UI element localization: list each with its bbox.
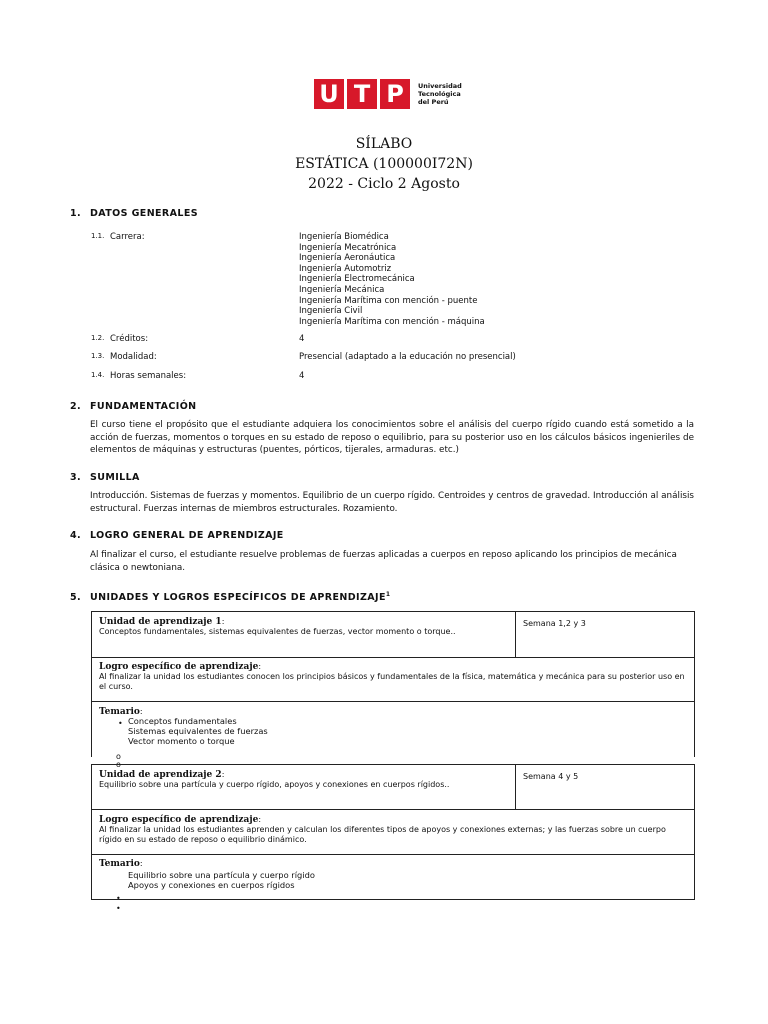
syllabus-page: U T P Universidad Tecnológica del Perú SÍLABO ESTÁTICA (100000I72N) 2022 - Ciclo 2 Agosto 1. DATOS GENERALES 1.1. Carrera: Ingeniería Biomédica Ingeniería Mecatrónica Ingeniería Aeronáutica Ingeniería Automotriz Ingeniería Electromecánica Ingeniería Mecánica Ingeniería Marítima con mención - puente Ingeniería Civil Ingeniería Marítima con mención - máquina 1.2. Créditos: 4 1.3. Modalidad: Presencial (adaptado a la educación no presencial) 1.4. Horas semanales: 4 2. FUNDAMENTACIÓN El curso tiene el propósito que el estudiante adquiera los conocimientos sobre el análisis del cuerpo rígido cuando está sometido a la acción de fuerzas, momentos o torques en su estado de reposo o equilibrio, para su posterior uso en los cálculos básicos ingenieriles de elementos de máquinas y estructuras (puentes, pórticos, tijerales, armaduras. etc.) 3. SUMILLA Introducción. Sistemas de fuerzas y momentos. Equilibrio de un cuerpo rígido. Centroides y centros de gravedad. Introducción al análisis estructural. Fuerzas internas de miembros estructurales. Rozamiento. 4. LOGRO GENERAL DE APRENDIZAJE Al finalizar el curso, el estudiante resuelve problemas de fuerzas aplicadas a cuerpos en reposo aplicando los principios de mecánica clásica o newtoniana. 5. UNIDADES Y LOGROS ESPECÍFICOS DE APRENDIZAJE$^1$ Unidad de aprendizaje 1: Conceptos fundamentales, sistemas equivalentes de fuerzas, vector momento o torque.. Semana 1,2 y 3 Logro específico de aprendizaje: Al finalizar la unidad los estudiantes conocen los principios básicos y fundamentales de la física, matemática y mecánica para su posterior uso en el curso. Temario: • Conceptos fundamentales Sistemas equivalentes de fuerzas Vector momento o torque o o Unidad de aprendizaje 2: Equilibrio sobre una partícula y cuerpo rígido, apoyos y conexiones en cuerpos rígidos.. Semana 4 y 5 Logro específico de aprendizaje: Al finalizar la unidad los estudiantes aprenden y calculan los diferentes tipos de apoyos y conexiones externas; y las fuerzas sobre un cuerpo rígido en su estado de reposo o equilibrio dinámico. Temario: Equilibrio sobre una partícula y cuerpo rígido Apoyos y conexiones en cuerpos rígidos • • <box>0 0 768 1024</box>
logo-letter-u: U <box>314 79 344 109</box>
section-heading-datos: 1. DATOS GENERALES <box>70 208 198 219</box>
modalidad-value: Presencial (adaptado a la educación no presencial) <box>299 352 516 362</box>
utp-logo <box>314 79 462 109</box>
creditos-value: 4 <box>299 334 305 344</box>
logo-letter-t: T <box>347 79 377 109</box>
temario-item: Conceptos fundamentales <box>128 716 237 726</box>
unidad-1-semana: Semana 1,2 y 3 <box>523 619 586 628</box>
unidad-1-title: Unidad de aprendizaje 1 <box>99 617 222 627</box>
unidad-2-semana: Semana 4 y 5 <box>523 772 579 781</box>
unidad-1-logro-text: Al finalizar la unidad los estudiantes conocen los principios básicos y fundamentales de la física, matemática y mecánica para su posterior uso en el curso. <box>99 672 685 691</box>
unidad-2-temario-title: Temario <box>99 859 140 869</box>
bullet-circle: o <box>116 760 121 769</box>
unidad-1-temario: Temario: <box>99 707 143 717</box>
carrera-item: Ingeniería Biomédica <box>299 232 389 242</box>
logro-general-text: Al finalizar el curso, el estudiante resuelve problemas de fuerzas aplicadas a cuerpos en reposo aplicando los principios de mecánica clásica o newtoniana. <box>90 550 677 573</box>
unidad-2-table <box>91 764 695 900</box>
unidad-1-temario-list <box>121 716 275 746</box>
unidad-2-logro-text: Al finalizar la unidad los estudiantes aprenden y calculan los diferentes tipos de apoyos y conexiones externas; y las fuerzas sobre un cuerpo rígido en su estado de reposo o equilibrio dinámico. <box>99 825 666 844</box>
bullet-circle: o <box>116 752 121 761</box>
section-heading-sumilla: 3. SUMILLA <box>70 472 140 483</box>
section-heading-unidades: 5. UNIDADES Y LOGROS ESPECÍFICOS DE APRENDIZAJE$^1$ <box>70 591 391 604</box>
unidad-1-header: Unidad de aprendizaje 1: Conceptos fundamentales, sistemas equivalentes de fuerzas, vector momento o torque.. <box>92 614 515 640</box>
bullet-dot: • <box>116 904 121 913</box>
sumilla-text: Introducción. Sistemas de fuerzas y momentos. Equilibrio de un cuerpo rígido. Centroides y centros de gravedad. Introducción al análisis estructural. Fuerzas internas de miembros estructurales. Rozamiento. <box>90 491 694 514</box>
unidad-2-header: Unidad de aprendizaje 2: Equilibrio sobre una partícula y cuerpo rígido, apoyos y conexiones en cuerpos rígidos.. <box>92 767 515 793</box>
section-heading-logro-general: 4. LOGRO GENERAL DE APRENDIZAJE <box>70 530 284 541</box>
carrera-list <box>299 232 485 327</box>
unidad-2-logro-title: Logro específico de aprendizaje <box>99 815 259 825</box>
unidad-2-temario: Temario: <box>99 859 143 869</box>
carrera-item: Ingeniería Marítima con mención - máquina <box>299 316 485 327</box>
horas-value: 4 <box>299 371 305 381</box>
unidad-1-logro-title: Logro específico de aprendizaje <box>99 662 259 672</box>
section-heading-fundamentacion: 2. FUNDAMENTACIÓN <box>70 401 197 412</box>
temario-item: Vector momento o torque <box>128 736 235 746</box>
carrera-item: Ingeniería Automotriz <box>299 263 392 274</box>
bullet-dot: • <box>118 719 123 728</box>
temario-item: Sistemas equivalentes de fuerzas <box>128 726 268 736</box>
bullet-dot: • <box>116 894 121 903</box>
carrera-item: Ingeniería Mecatrónica <box>299 242 397 253</box>
unidad-1-description: Conceptos fundamentales, sistemas equivalentes de fuerzas, vector momento o torque.. <box>99 627 456 636</box>
carrera-item: Ingeniería Mecánica <box>299 284 385 295</box>
carrera-item: Ingeniería Aeronáutica <box>299 253 396 264</box>
logo-university-name: Universidad Tecnológica del Perú <box>418 82 462 106</box>
unidad-1-table <box>91 611 695 757</box>
carrera-item: Ingeniería Electromecánica <box>299 274 415 285</box>
unidad-2-description: Equilibrio sobre una partícula y cuerpo rígido, apoyos y conexiones en cuerpos rígidos.. <box>99 780 450 789</box>
logo-letter-p: P <box>380 79 410 109</box>
document-title: SÍLABO <box>355 136 413 152</box>
temario-item: Equilibrio sobre una partícula y cuerpo rígido <box>128 870 315 880</box>
unidad-2-logro: Logro específico de aprendizaje: Al finalizar la unidad los estudiantes aprenden y calculan los diferentes tipos de apoyos y conexiones externas; y las fuerzas sobre un cuerpo rígido en su estado de reposo o equilibrio dinámico. <box>99 815 666 844</box>
carrera-item: Ingeniería Marítima con mención - puente <box>299 295 478 306</box>
unidad-1-temario-title: Temario <box>99 707 140 717</box>
course-period: 2022 - Ciclo 2 Agosto <box>308 176 460 192</box>
temario-item: Apoyos y conexiones en cuerpos rígidos <box>128 880 295 890</box>
unidad-2-temario-list <box>121 870 322 890</box>
carrera-item: Ingeniería Civil <box>299 306 363 317</box>
course-name: ESTÁTICA (100000I72N) <box>295 156 473 172</box>
unidad-2-title: Unidad de aprendizaje 2 <box>99 770 222 780</box>
fundamentacion-text: El curso tiene el propósito que el estudiante adquiera los conocimientos sobre el análisis del cuerpo rígido cuando está sometido a la acción de fuerzas, momentos o torques en su estado de reposo o equilibrio, para su posterior uso en los cálculos básicos ingenieriles de elementos de máquinas y estructuras (puentes, pórticos, tijerales, armaduras. etc.) <box>90 420 694 455</box>
unidad-1-logro: Logro específico de aprendizaje: Al finalizar la unidad los estudiantes conocen los principios básicos y fundamentales de la física, matemática y mecánica para su posterior uso en el curso. <box>99 662 685 691</box>
footnote-marker: 1 <box>385 591 391 598</box>
